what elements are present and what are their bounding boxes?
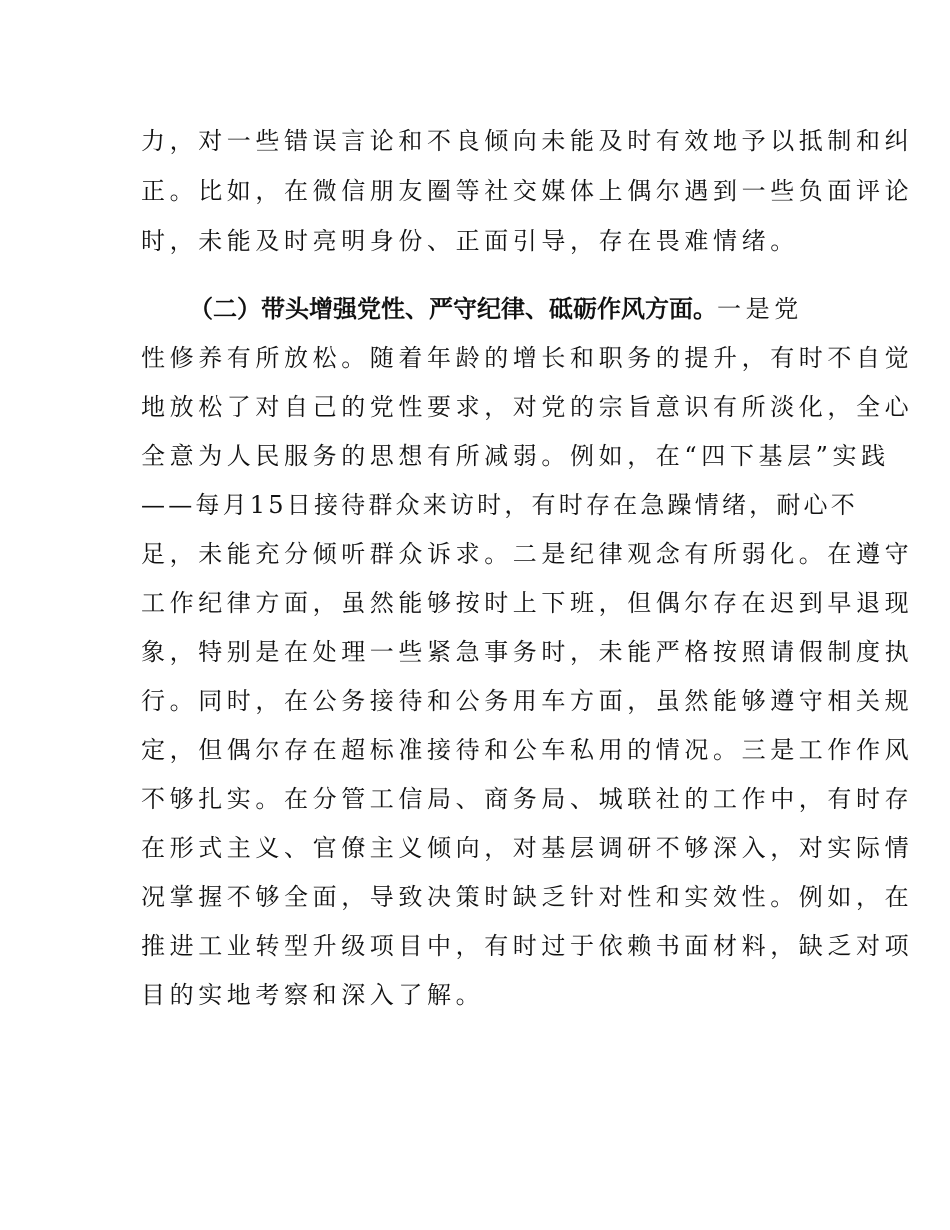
paragraph-line: 况掌握不够全面，导致决策时缺乏针对性和实效性。例如，在 (141, 883, 914, 911)
paragraph-line: 行。同时，在公务接待和公务用车方面，虽然能够遵守相关规 (141, 687, 914, 715)
section-heading-line (189, 286, 803, 332)
paragraph-line: 不够扎实。在分管工信局、商务局、城联社的工作中，有时存 (141, 785, 914, 813)
paragraph-line: 推进工业转型升级项目中，有时过于依赖书面材料，缺乏对项 (141, 932, 914, 960)
paragraph-line: 时，未能及时亮明身份、正面引导，存在畏难情绪。 (141, 227, 799, 255)
paragraph-line: 工作纪律方面，虽然能够按时上下班，但偶尔存在迟到早退现 (141, 589, 914, 617)
paragraph-line: 定，但偶尔存在超标准接待和公车私用的情况。三是工作作风 (141, 736, 914, 764)
paragraph-line: 足，未能充分倾听群众诉求。二是纪律观念有所弱化。在遵守 (141, 540, 914, 568)
paragraph-line: 力，对一些错误言论和不良倾向未能及时有效地予以抵制和纠 (141, 127, 914, 155)
paragraph-line: 象，特别是在处理一些紧急事务时，未能严格按照请假制度执 (141, 638, 914, 666)
paragraph-text: 一是党 (717, 295, 803, 323)
paragraph-line: ——每月15日接待群众来访时，有时存在急躁情绪，耐心不 (141, 491, 858, 519)
paragraph-line: 全意为人民服务的思想有所减弱。例如，在“四下基层”实践 (141, 442, 890, 470)
section-heading: （二）带头增强党性、严守纪律、砥砺作风方面。 (189, 295, 717, 323)
paragraph-line: 正。比如，在微信朋友圈等社交媒体上偶尔遇到一些负面评论 (141, 177, 914, 205)
paragraph-line: 性修养有所放松。随着年龄的增长和职务的提升，有时不自觉 (141, 344, 914, 372)
paragraph-line: 目的实地考察和深入了解。 (141, 981, 485, 1009)
paragraph-line: 地放松了对自己的党性要求，对党的宗旨意识有所淡化，全心 (141, 393, 914, 421)
paragraph-line: 在形式主义、官僚主义倾向，对基层调研不够深入，对实际情 (141, 834, 914, 862)
